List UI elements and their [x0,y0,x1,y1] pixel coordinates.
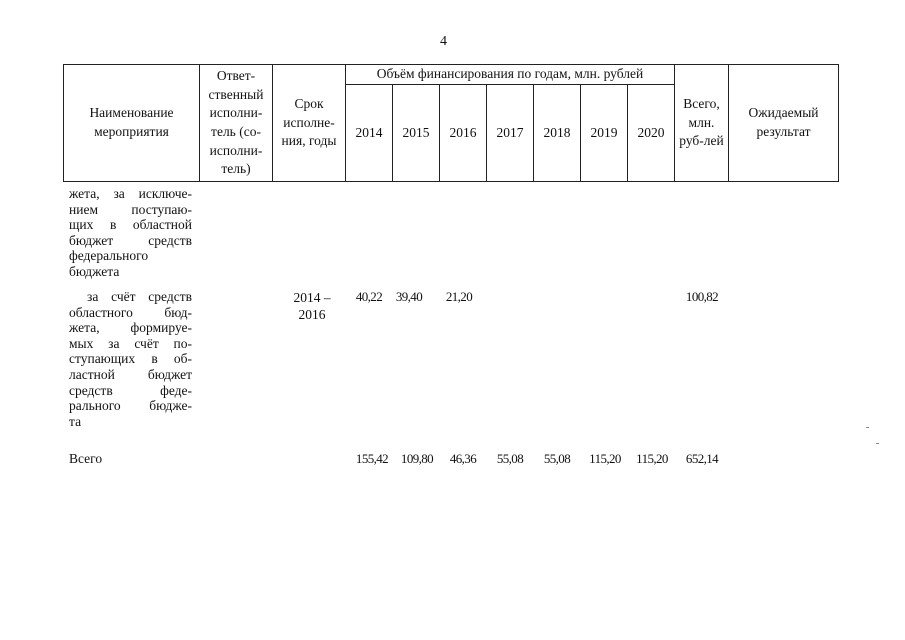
header-year: 2015 [393,85,440,182]
row2-line: мых за счёт по- [69,335,192,351]
row2-line: та [69,413,82,429]
header-funding-group: Объём финансирования по годам, млн. рублей [346,65,675,85]
row1-line: федерального [69,248,149,264]
header-name: Наименование мероприятия [64,65,200,182]
header-year: 2014 [346,85,393,182]
header-year: 2019 [581,85,628,182]
page-number: 4 [440,34,447,49]
header-table [63,64,839,182]
total-value-2014: 155,42 [355,451,389,466]
row2-value-2016: 21,20 [445,289,473,304]
header-year: 2018 [534,85,581,182]
row2-term [285,289,339,323]
total-value-2020: 115,20 [636,451,668,466]
row2-line: рального бюдже- [69,398,192,414]
header-responsible-text: Ответ-ственный исполни-тель (со-исполни-тель) [208,68,264,177]
row1-line: бюджет средств [69,232,192,248]
header-responsible [200,65,273,182]
row2-line: средств феде- [69,382,192,398]
header-total: Всего, млн. руб-лей [675,65,729,182]
header-term: Срок исполне-ния, годы [273,65,346,182]
row1-line: нием поступаю- [69,201,192,217]
row2-line: ступающих в об- [69,351,192,367]
margin-mark [866,427,869,428]
total-row-label: Всего [69,451,103,466]
margin-mark [876,443,879,444]
row2-value-2014: 40,22 [355,289,383,304]
total-value-2019: 115,20 [589,451,621,466]
row2-name [69,289,192,429]
row1-name [69,186,192,280]
row2-term-line: 2016 [298,307,326,322]
total-value-all: 652,14 [685,451,719,466]
row1-line: щих в областной [69,217,192,233]
row2-term-line: 2014 – [293,290,331,305]
header-year: 2017 [487,85,534,182]
row2-line: ластной бюджет [69,366,192,382]
row2-value-2015: 39,40 [395,289,423,304]
total-value-2016: 46,36 [449,451,477,466]
total-value-2015: 109,80 [400,451,434,466]
row2-total: 100,82 [685,289,719,304]
total-value-2017: 55,08 [496,451,524,466]
row1-line: жета, за исключе- [69,186,192,201]
row2-line: областного бюд- [69,304,192,320]
row2-line: за счёт средств [87,289,192,304]
header-year: 2020 [628,85,675,182]
row2-line: жета, формируе- [69,320,192,336]
total-value-2018: 55,08 [543,451,571,466]
row1-line: бюджета [69,263,120,279]
header-year: 2016 [440,85,487,182]
header-result: Ожидаемый результат [729,65,839,182]
